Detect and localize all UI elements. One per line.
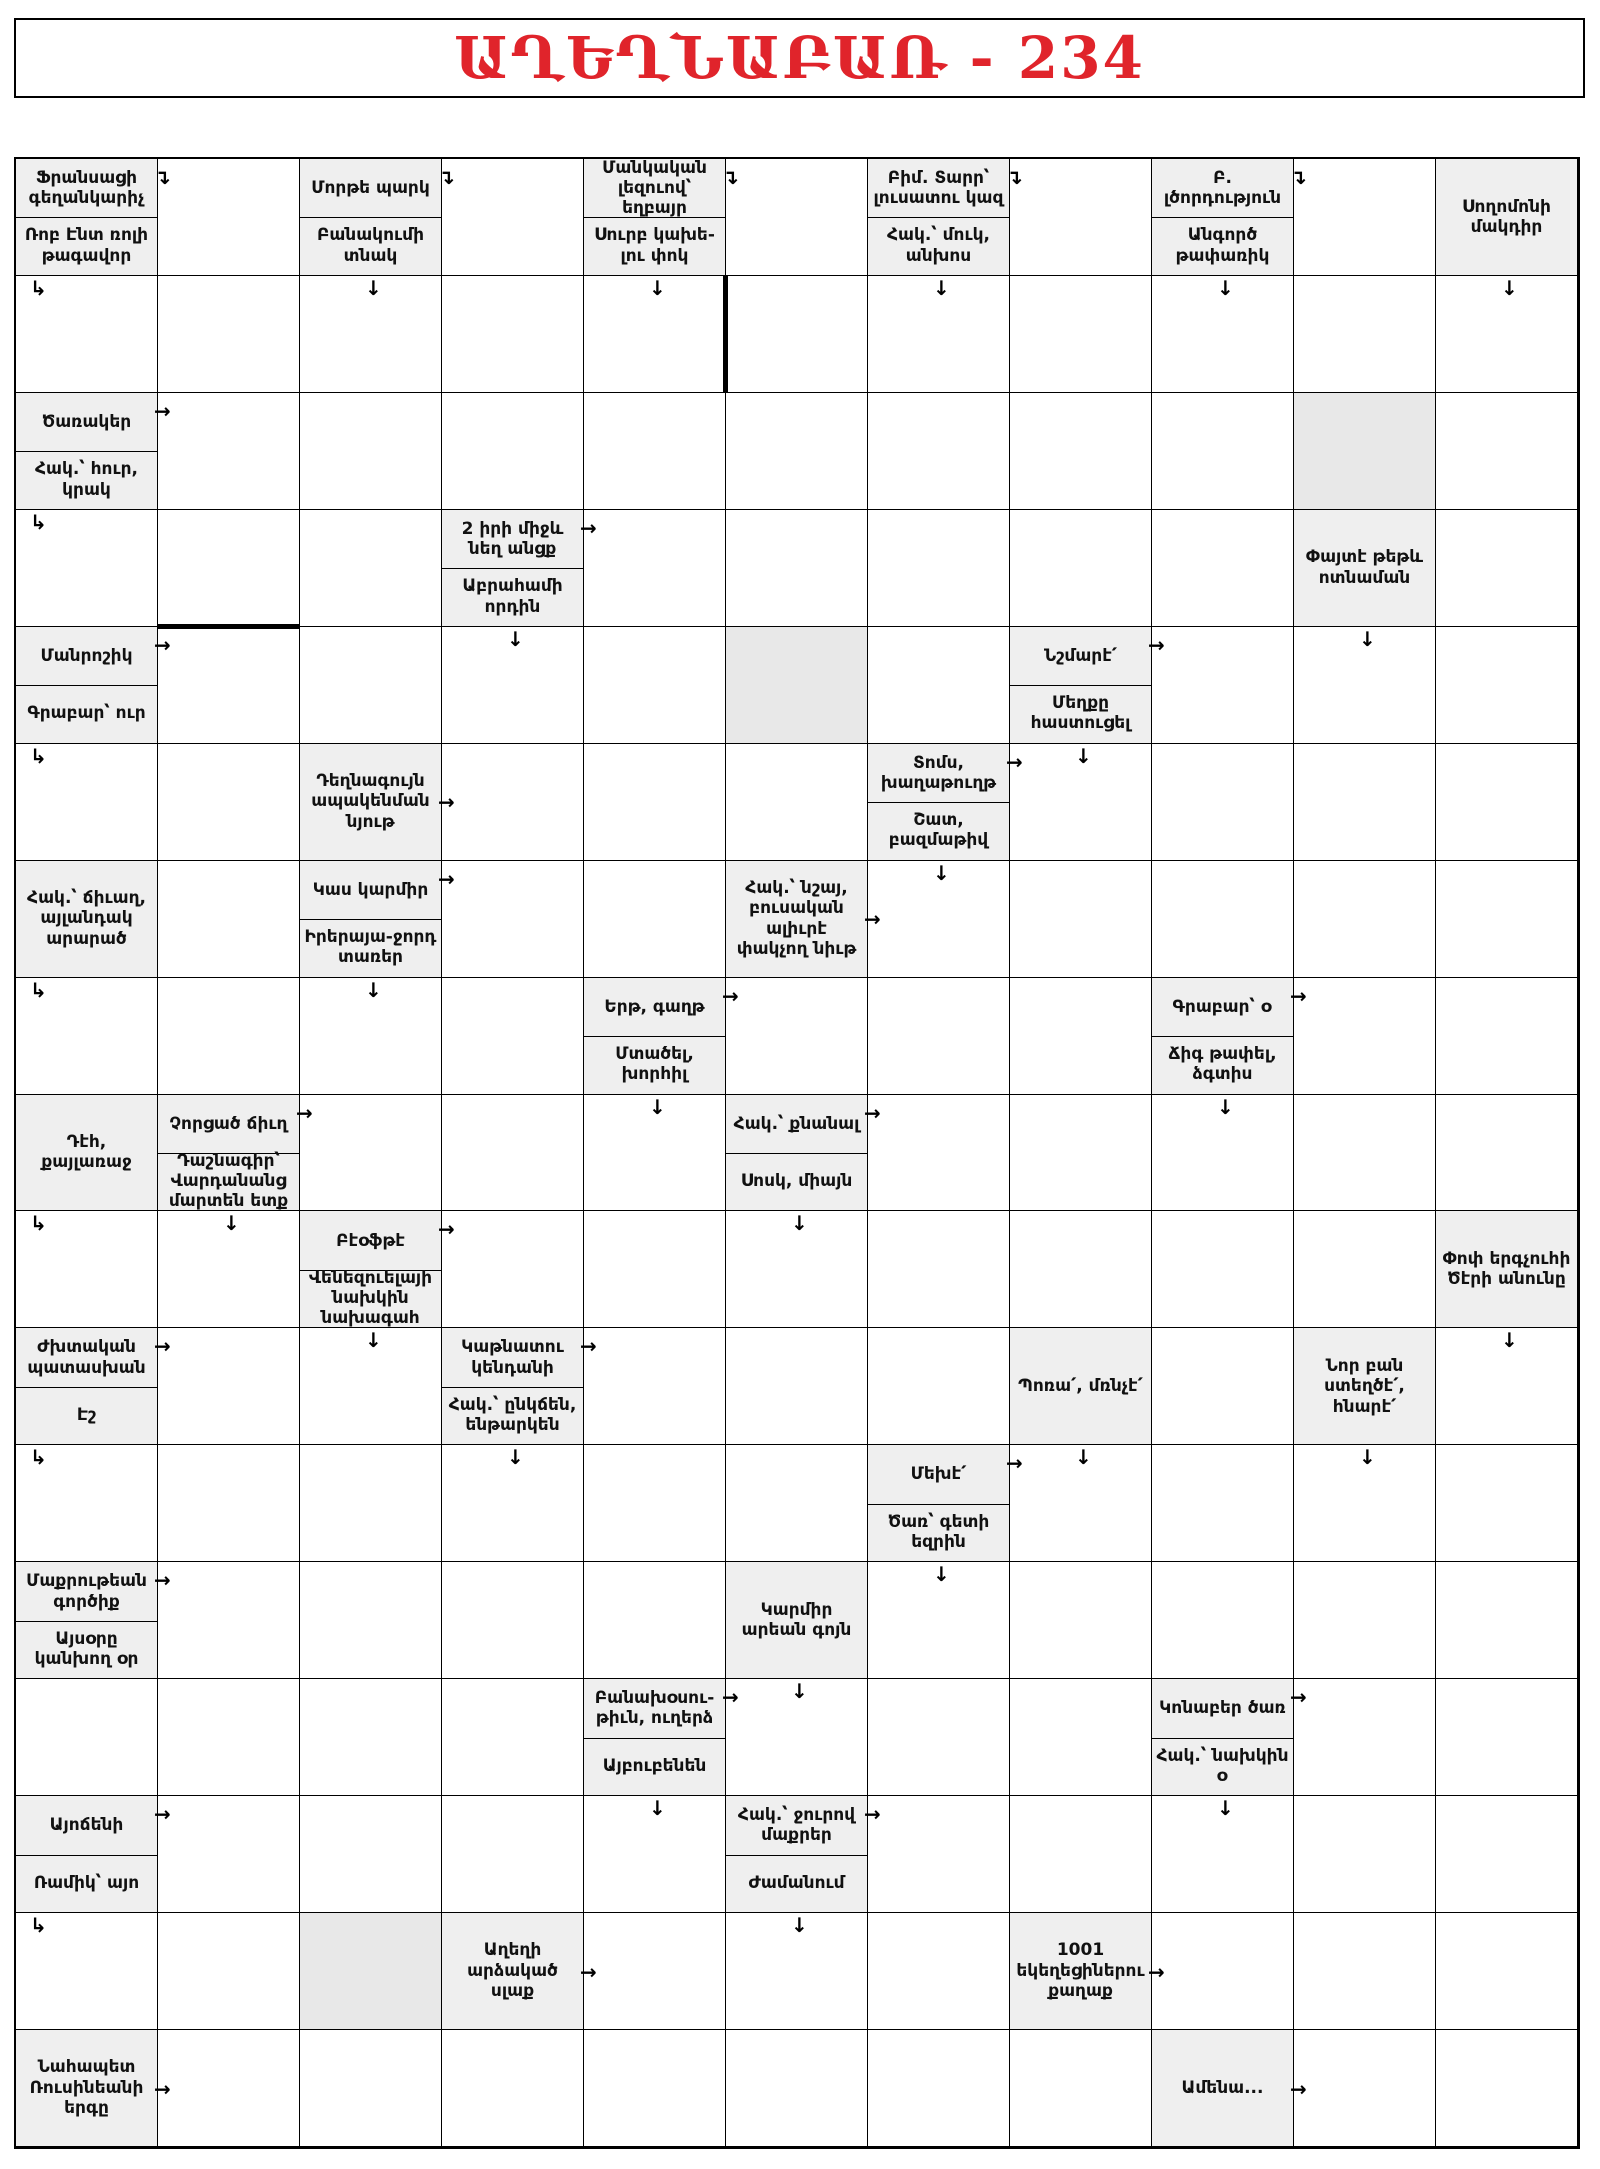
right-arrow-icon: → <box>580 1959 597 1984</box>
answer-cell[interactable] <box>868 510 1010 627</box>
answer-cell[interactable] <box>1294 159 1436 276</box>
answer-cell[interactable] <box>442 159 584 276</box>
clue-cell <box>1294 510 1436 627</box>
down-right-arrow-icon: ↳ <box>30 743 47 768</box>
clue-text: Փոփ երգչուհի Ծէրի անունը <box>1442 1249 1571 1290</box>
answer-cell[interactable] <box>1152 627 1294 744</box>
clue-text-bottom: Հակ.՝ հուր, կրակ <box>34 459 139 500</box>
answer-cell[interactable] <box>584 510 726 627</box>
answer-cell[interactable] <box>1010 1562 1152 1679</box>
down-right-arrow-icon: ↳ <box>30 1445 47 1470</box>
down-arrow-icon: ↓ <box>1501 1328 1518 1353</box>
clue-text-bottom: Հակ.՝ մուկ, անխոս <box>886 225 991 266</box>
clue-cell <box>442 510 584 627</box>
answer-cell[interactable] <box>158 1445 300 1562</box>
down-right-arrow-icon: ↳ <box>30 275 47 300</box>
clue-text-top: Հակ.՝ ջուրով մաքրեր <box>737 1805 856 1846</box>
answer-cell[interactable] <box>1010 861 1152 978</box>
answer-cell[interactable] <box>1152 1445 1294 1562</box>
clue-text-top: Բանախօսու-թիւն, ուղերձ <box>594 1688 715 1729</box>
clue-cell <box>16 159 158 276</box>
right-arrow-icon: → <box>722 983 739 1008</box>
answer-cell[interactable] <box>442 978 584 1095</box>
crossword-grid <box>14 157 1580 2149</box>
clue-text-bottom: Էշ <box>76 1404 97 1425</box>
right-arrow-icon: → <box>1006 1451 1023 1476</box>
down-right-arrow-icon: ↳ <box>30 1211 47 1236</box>
clue-text-top: Մաքրութեան գործիք <box>26 1571 147 1612</box>
clue-text-top: Բ. լծորդություն <box>1163 167 1282 209</box>
clue-cell <box>1152 159 1294 276</box>
clue-text: Հակ.՝ ճիւաղ, այլանդակ արարած <box>27 888 146 949</box>
answer-cell[interactable] <box>1294 276 1436 393</box>
clue-cell <box>1010 627 1152 744</box>
answer-cell[interactable] <box>1436 2030 1578 2147</box>
answer-cell[interactable] <box>1294 744 1436 861</box>
answer-cell[interactable] <box>1010 510 1152 627</box>
down-arrow-icon: ↓ <box>1359 1445 1376 1470</box>
down-arrow-icon: ↓ <box>1217 1094 1234 1119</box>
clue-cell <box>16 1796 158 1913</box>
answer-cell[interactable] <box>584 393 726 510</box>
clue-cell <box>1294 1328 1436 1445</box>
answer-cell[interactable] <box>1294 978 1436 1095</box>
answer-cell[interactable] <box>868 1095 1010 1212</box>
answer-cell[interactable] <box>868 627 1010 744</box>
clue-text-top: Չորցած ճիւղ <box>169 1113 288 1134</box>
clue-cell <box>1010 1913 1152 2030</box>
clue-text-bottom: Դաշնագիր՝ Վարդանանց մարտեն ետք <box>168 1150 289 1212</box>
clue-cell <box>16 861 158 978</box>
answer-cell[interactable] <box>1010 276 1152 393</box>
answer-cell[interactable] <box>1436 393 1578 510</box>
answer-cell[interactable] <box>1436 1445 1578 1562</box>
answer-cell[interactable] <box>442 1562 584 1679</box>
answer-cell[interactable] <box>584 861 726 978</box>
answer-cell[interactable] <box>1010 393 1152 510</box>
answer-cell[interactable] <box>584 1562 726 1679</box>
answer-cell[interactable] <box>1152 1913 1294 2030</box>
answer-cell[interactable] <box>726 2030 868 2147</box>
clue-text: Աղեղի արձակած սլաք <box>467 1940 558 2002</box>
right-arrow-icon: → <box>438 790 455 815</box>
clue-cell <box>584 159 726 276</box>
clue-text: Կարմիր արեան գոյն <box>741 1599 852 1641</box>
answer-cell[interactable] <box>1294 1562 1436 1679</box>
answer-cell[interactable] <box>442 2030 584 2147</box>
clue-cell <box>442 1913 584 2030</box>
clue-text-bottom: Վենեզուելայի նախկին նախագահ <box>308 1267 433 1329</box>
answer-cell[interactable] <box>1436 861 1578 978</box>
right-arrow-icon: → <box>1148 632 1165 657</box>
answer-cell[interactable] <box>868 1913 1010 2030</box>
clue-text-top: Ժխտական պատասխան <box>27 1337 146 1378</box>
down-right-arrow-icon: ↳ <box>30 1913 47 1938</box>
down-arrow-icon: ↓ <box>1075 1445 1092 1470</box>
right-arrow-icon: → <box>580 1334 597 1359</box>
clue-cell <box>1436 1211 1578 1328</box>
answer-cell[interactable] <box>1010 1796 1152 1913</box>
answer-cell[interactable] <box>1436 510 1578 627</box>
clue-text-bottom: Հակ.՝ նախկին o <box>1156 1745 1289 1786</box>
clue-text-bottom: Սուրբ կախե-լու փոկ <box>594 225 715 266</box>
right-down-arrow-icon: ↴ <box>722 165 739 189</box>
clue-text-bottom: Ծառ՝ գետի եզրին <box>887 1511 990 1553</box>
answer-cell[interactable] <box>584 2030 726 2147</box>
answer-cell[interactable] <box>1436 744 1578 861</box>
down-arrow-icon: ↓ <box>1501 275 1518 300</box>
answer-cell[interactable] <box>158 861 300 978</box>
thick-separator <box>158 624 300 629</box>
clue-cell <box>300 861 442 978</box>
title-box <box>14 18 1585 98</box>
clue-text-top: Մանկական լեզուով՝ եղբայր <box>602 157 707 219</box>
clue-text-top: Կաս կարմիր <box>312 879 429 900</box>
clue-cell <box>16 2030 158 2147</box>
down-arrow-icon: ↓ <box>649 275 666 300</box>
answer-cell[interactable] <box>1294 2030 1436 2147</box>
answer-cell[interactable] <box>1152 510 1294 627</box>
clue-cell <box>442 1328 584 1445</box>
clue-text-bottom: Մտածել, խորհիլ <box>615 1043 694 1085</box>
answer-cell[interactable] <box>1152 393 1294 510</box>
answer-cell[interactable] <box>300 1796 442 1913</box>
answer-cell[interactable] <box>442 276 584 393</box>
right-arrow-icon: → <box>864 907 881 932</box>
down-arrow-icon: ↓ <box>933 860 950 885</box>
clue-text-top: Մորթե պարկ <box>311 178 430 199</box>
clue-text-top: Կաթնատու կենդանի <box>461 1337 564 1378</box>
clue-text-top: Մանրոշիկ <box>40 645 133 666</box>
answer-cell[interactable] <box>868 1211 1010 1328</box>
clue-cell <box>584 1679 726 1796</box>
down-arrow-icon: ↓ <box>791 1913 808 1938</box>
down-arrow-icon: ↓ <box>933 275 950 300</box>
answer-cell[interactable] <box>584 1211 726 1328</box>
clue-text: Սողոմոնի մակդիր <box>1462 196 1551 237</box>
answer-cell[interactable] <box>300 1445 442 1562</box>
answer-cell[interactable] <box>158 510 300 627</box>
down-arrow-icon: ↓ <box>791 1211 808 1236</box>
answer-cell[interactable] <box>584 744 726 861</box>
answer-cell[interactable] <box>1152 861 1294 978</box>
answer-cell[interactable] <box>868 1796 1010 1913</box>
clue-cell <box>16 1562 158 1679</box>
answer-cell[interactable] <box>158 978 300 1095</box>
answer-cell[interactable] <box>726 978 868 1095</box>
answer-cell[interactable] <box>300 1679 442 1796</box>
answer-cell[interactable] <box>300 627 442 744</box>
clue-text-bottom: Հակ.՝ ընկճեն, ենթարկեն <box>448 1394 577 1436</box>
down-arrow-icon: ↓ <box>365 1328 382 1353</box>
right-arrow-icon: → <box>1006 749 1023 774</box>
right-arrow-icon: → <box>154 1568 171 1593</box>
thick-separator <box>723 276 728 393</box>
answer-cell[interactable] <box>158 1562 300 1679</box>
down-arrow-icon: ↓ <box>507 1445 524 1470</box>
answer-cell[interactable] <box>1436 1679 1578 1796</box>
answer-cell[interactable] <box>158 1796 300 1913</box>
clue-text-top: 2 իրի միջև նեղ անցք <box>461 518 564 560</box>
clue-text: Նահապետ Ռուսինեանի երգը <box>29 2057 144 2119</box>
clue-cell <box>1010 1328 1152 1445</box>
answer-cell[interactable] <box>584 627 726 744</box>
answer-cell[interactable] <box>1294 1211 1436 1328</box>
clue-text-bottom: Բանակումի տնակ <box>316 225 425 266</box>
down-arrow-icon: ↓ <box>933 1562 950 1587</box>
answer-cell[interactable] <box>584 1913 726 2030</box>
answer-cell[interactable] <box>1436 1095 1578 1212</box>
answer-cell[interactable] <box>1152 1211 1294 1328</box>
clue-text-top: Մեխէ՛ <box>910 1464 967 1485</box>
right-arrow-icon: → <box>438 866 455 891</box>
clue-text-top: Այոճենի <box>49 1815 124 1836</box>
answer-cell[interactable] <box>726 276 868 393</box>
answer-cell[interactable] <box>158 744 300 861</box>
answer-cell[interactable] <box>442 1211 584 1328</box>
clue-cell <box>726 1095 868 1212</box>
answer-cell[interactable] <box>1436 627 1578 744</box>
right-arrow-icon: → <box>864 1802 881 1827</box>
answer-cell[interactable] <box>726 744 868 861</box>
answer-cell[interactable] <box>1010 1211 1152 1328</box>
clue-cell <box>16 1095 158 1212</box>
down-right-arrow-icon: ↳ <box>30 509 47 534</box>
right-arrow-icon: → <box>154 398 171 423</box>
clue-cell <box>300 159 442 276</box>
clue-text-bottom: Գրաբար՝ ուր <box>27 703 146 724</box>
right-arrow-icon: → <box>154 1334 171 1359</box>
answer-cell[interactable] <box>300 2030 442 2147</box>
answer-cell[interactable] <box>158 393 300 510</box>
clue-cell <box>726 1562 868 1679</box>
clue-cell <box>300 1211 442 1328</box>
clue-cell <box>16 627 158 744</box>
answer-cell[interactable] <box>158 2030 300 2147</box>
clue-text-bottom: Ռոբ Էնտ ռոլի թագավոր <box>24 225 149 266</box>
answer-cell[interactable] <box>868 1328 1010 1445</box>
answer-cell[interactable] <box>442 744 584 861</box>
clue-text: Դէհ, քայլառաջ <box>41 1132 132 1173</box>
right-arrow-icon: → <box>722 1685 739 1710</box>
down-arrow-icon: ↓ <box>1359 626 1376 651</box>
clue-cell <box>1436 159 1578 276</box>
clue-text-bottom: Ժամանում <box>748 1872 845 1893</box>
down-arrow-icon: ↓ <box>507 626 524 651</box>
clue-cell <box>158 1095 300 1212</box>
clue-text-top: Կոնաբեր ծառ <box>1159 1698 1286 1719</box>
answer-cell[interactable] <box>868 2030 1010 2147</box>
clue-cell <box>300 744 442 861</box>
clue-text-bottom: Աբրահամի որդին <box>462 576 563 617</box>
clue-text-bottom: Անգործ թափառիկ <box>1175 225 1270 266</box>
answer-cell[interactable] <box>300 1095 442 1212</box>
blocked-cell <box>300 1913 442 2030</box>
answer-cell[interactable] <box>158 627 300 744</box>
clue-text: Նոր բան ստեղծէ՛, հնարէ՛ <box>1324 1355 1405 1417</box>
right-down-arrow-icon: ↴ <box>1006 165 1023 189</box>
clue-text: Փայտէ թեթև ոտնաման <box>1305 547 1424 588</box>
clue-text-top: Բէօֆթէ <box>336 1230 405 1251</box>
clue-text-top: Ֆրանսացի գեղանկարիչ <box>28 167 145 209</box>
clue-text-top: Երթ, գաղթ <box>604 996 705 1017</box>
clue-text-top: Տոմս, խաղաթուղթ <box>880 752 997 793</box>
answer-cell[interactable] <box>1010 978 1152 1095</box>
clue-text-top: Ծառակեր <box>41 411 132 432</box>
clue-text-bottom: Սոսկ, միայն <box>740 1171 853 1192</box>
blocked-cell <box>1294 393 1436 510</box>
down-arrow-icon: ↓ <box>223 1211 240 1236</box>
answer-cell[interactable] <box>1010 159 1152 276</box>
clue-text-bottom: Իրերայա-ջորդ տառեր <box>304 926 437 968</box>
page-title: ԱՂԵՂՆԱԲԱՌ - 234 <box>454 24 1145 92</box>
answer-cell[interactable] <box>442 1796 584 1913</box>
right-arrow-icon: → <box>1290 2076 1307 2101</box>
blocked-cell <box>726 627 868 744</box>
answer-cell[interactable] <box>1010 1095 1152 1212</box>
down-arrow-icon: ↓ <box>1217 275 1234 300</box>
down-arrow-icon: ↓ <box>1075 743 1092 768</box>
answer-cell[interactable] <box>584 1445 726 1562</box>
answer-cell[interactable] <box>1010 2030 1152 2147</box>
answer-cell[interactable] <box>158 276 300 393</box>
answer-cell[interactable] <box>300 393 442 510</box>
right-arrow-icon: → <box>1290 1685 1307 1710</box>
answer-cell[interactable] <box>726 510 868 627</box>
down-arrow-icon: ↓ <box>649 1094 666 1119</box>
answer-cell[interactable] <box>442 1095 584 1212</box>
right-down-arrow-icon: ↴ <box>154 165 171 189</box>
right-arrow-icon: → <box>580 515 597 540</box>
down-arrow-icon: ↓ <box>365 275 382 300</box>
answer-cell[interactable] <box>158 159 300 276</box>
answer-cell[interactable] <box>158 1328 300 1445</box>
answer-cell[interactable] <box>868 978 1010 1095</box>
clue-text-bottom: Այսօրը կանխող օր <box>34 1628 139 1669</box>
answer-cell[interactable] <box>868 1679 1010 1796</box>
clue-text-bottom: Այբուբենեն <box>602 1755 707 1776</box>
clue-text-top: Նշմարէ՛ <box>1043 645 1118 666</box>
clue-text-bottom: Մեղքը հաստուցել <box>1030 693 1131 734</box>
answer-cell[interactable] <box>1436 1913 1578 2030</box>
answer-cell[interactable] <box>1010 1679 1152 1796</box>
answer-cell[interactable] <box>158 1913 300 2030</box>
answer-cell[interactable] <box>1294 861 1436 978</box>
clue-text-top: Հակ.՝ քնանալ <box>733 1113 860 1134</box>
down-arrow-icon: ↓ <box>1217 1796 1234 1821</box>
clue-cell <box>1152 978 1294 1095</box>
right-arrow-icon: → <box>154 632 171 657</box>
answer-cell[interactable] <box>726 1328 868 1445</box>
answer-cell[interactable] <box>1294 1796 1436 1913</box>
right-arrow-icon: → <box>154 2076 171 2101</box>
clue-text: Պոռա՛, մռնչէ՛ <box>1018 1376 1143 1397</box>
answer-cell[interactable] <box>16 1679 158 1796</box>
down-arrow-icon: ↓ <box>649 1796 666 1821</box>
answer-cell[interactable] <box>442 393 584 510</box>
answer-cell[interactable] <box>1152 1562 1294 1679</box>
answer-cell[interactable] <box>726 393 868 510</box>
answer-cell[interactable] <box>1294 1095 1436 1212</box>
right-arrow-icon: → <box>1148 1959 1165 1984</box>
down-arrow-icon: ↓ <box>791 1679 808 1704</box>
answer-cell[interactable] <box>1152 1328 1294 1445</box>
clue-text: Ամենա... <box>1181 2077 1264 2098</box>
clue-text-bottom: Ճիգ թափել, ձգտիս <box>1168 1043 1277 1085</box>
clue-cell <box>726 861 868 978</box>
clue-cell <box>16 393 158 510</box>
answer-cell[interactable] <box>726 159 868 276</box>
clue-text-top: Գրաբար՝ o <box>1172 996 1273 1017</box>
answer-cell[interactable] <box>1436 1562 1578 1679</box>
clue-text: Դեղնագույն ապակենման նյութ <box>311 771 430 832</box>
answer-cell[interactable] <box>442 861 584 978</box>
answer-cell[interactable] <box>1294 1913 1436 2030</box>
clue-cell <box>868 159 1010 276</box>
answer-cell[interactable] <box>1152 744 1294 861</box>
down-arrow-icon: ↓ <box>365 977 382 1002</box>
clue-text-bottom: Ռամիկ՝ այո <box>33 1872 140 1893</box>
clue-cell <box>1152 1679 1294 1796</box>
right-arrow-icon: → <box>154 1802 171 1827</box>
right-arrow-icon: → <box>1290 983 1307 1008</box>
clue-text: Հակ.՝ նշայ, բուսական ալիւրէ փակչող նիւթ <box>736 877 857 959</box>
clue-cell <box>868 744 1010 861</box>
clue-text: 1001 եկեղեցիներու քաղաք <box>1016 1940 1145 2002</box>
answer-cell[interactable] <box>1294 1679 1436 1796</box>
answer-cell[interactable] <box>442 1679 584 1796</box>
right-down-arrow-icon: ↴ <box>438 165 455 189</box>
clue-text-top: Բիմ. Տարր՝ լուսատու կազ <box>873 167 1004 209</box>
right-down-arrow-icon: ↴ <box>1290 165 1307 189</box>
clue-cell <box>584 978 726 1095</box>
answer-cell[interactable] <box>300 510 442 627</box>
clue-cell <box>726 1796 868 1913</box>
down-right-arrow-icon: ↳ <box>30 977 47 1002</box>
answer-cell[interactable] <box>726 1445 868 1562</box>
answer-cell[interactable] <box>868 393 1010 510</box>
answer-cell[interactable] <box>1436 1796 1578 1913</box>
clue-cell <box>16 1328 158 1445</box>
clue-cell <box>1152 2030 1294 2147</box>
right-arrow-icon: → <box>296 1100 313 1125</box>
right-arrow-icon: → <box>864 1100 881 1125</box>
right-arrow-icon: → <box>438 1217 455 1242</box>
clue-text-bottom: Շատ, բազմաթիվ <box>888 810 989 851</box>
answer-cell[interactable] <box>1436 978 1578 1095</box>
answer-cell[interactable] <box>300 1562 442 1679</box>
clue-cell <box>868 1445 1010 1562</box>
answer-cell[interactable] <box>584 1328 726 1445</box>
answer-cell[interactable] <box>158 1679 300 1796</box>
